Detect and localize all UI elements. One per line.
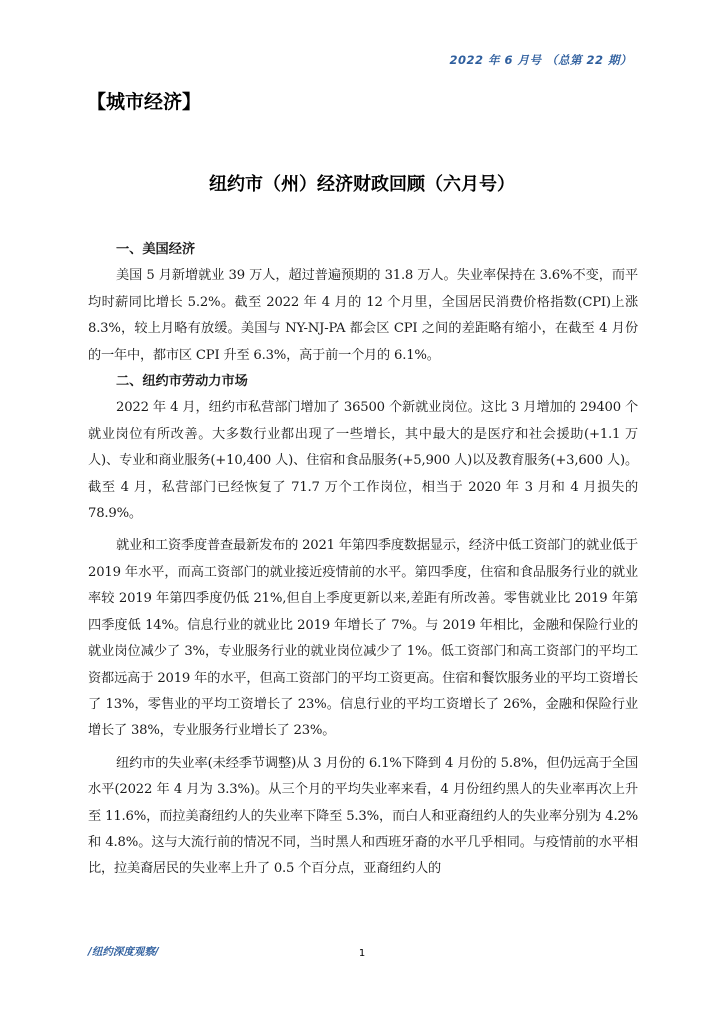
footer-publication: /纽约深度观察/ xyxy=(88,946,159,958)
page-number: 1 xyxy=(358,948,366,959)
paragraph: 纽约市的失业率(未经季节调整)从 3 月份的 6.1%下降到 4 月份的 5.8%，但仍远高于全国水平(2022 年 4 月为 3.3%)。从三个月的平均失业率来看，4 月份纽约黑人的失业率再次上升至 11.6%，而拉美裔纽约人的失业率下降至 5.3%，而白人和亚裔纽约人的失业率分别为 4.2%和 4.8%。这与大流行前的情况不同，当时黑人和西班牙裔的水平几乎相同。与疫情前的水平相比，拉美裔居民的失业率上升了 0.5 个百分点，亚裔纽约人的 xyxy=(88,755,638,877)
issue-header: 2022 年 6 月号 （总第 22 期） xyxy=(449,53,632,67)
section-heading-nyc-labor: 二、纽约市劳动力市场 xyxy=(116,374,248,390)
paragraph: 2022 年 4 月，纽约市私营部门增加了 36500 个新就业岗位。这比 3 月增加的 29400 个就业岗位有所改善。大多数行业都出现了一些增长，其中最大的是医疗和社会援助(+1.1 万人)、专业和商业服务(+10,400 人)、住宿和食品服务(+5,900 人)以及教育服务(+3,600 人)。截至 4 月，私营部门已经恢复了 71.7 万个工作岗位，相当于 2020 年 3 月和 4 月损失的 78.9%。 xyxy=(88,400,638,522)
section-heading-us-economy: 一、美国经济 xyxy=(116,242,196,257)
page-title: 纽约市（州）经济财政回顾（六月号） xyxy=(209,174,515,195)
paragraph: 就业和工资季度普查最新发布的 2021 年第四季度数据显示，经济中低工资部门的就业低于 2019 年水平，而高工资部门的就业接近疫情前的水平。第四季度，住宿和食品服务行业的就业率较 2019 年第四季度仍低 21%,但自上季度更新以来,差距有所改善。零售就业比 2019 年第四季度低 14%。信息行业的就业比 2019 年增长了 7%。与 2019 年相比，金融和保险行业的就业岗位减少了 3%，专业服务行业的就业岗位减少了 1%。低工资部门和高工资部门的平均工资都远高于 2019 年的水平，但高工资部门的平均工资更高。住宿和餐饮服务业的平均工资增长了 13%，零售业的平均工资增长了 23%。信息行业的平均工资增长了 26%，金融和保险行业增长了 38%，专业服务行业增长了 23%。 xyxy=(88,538,638,739)
article-body xyxy=(88,237,638,883)
section-tag: 【城市经济】 xyxy=(87,91,202,113)
paragraph: 美国 5 月新增就业 39 万人，超过普遍预期的 31.8 万人。失业率保持在 3.6%不变，而平均时薪同比增长 5.2%。截至 2022 年 4 月的 12 个月里，全国居民消费价格指数(CPI)上涨 8.3%，较上月略有放缓。美国与 NY-NJ-PA 都会区 CPI 之间的差距略有缩小，在截至 4 月份的一年中，都市区 CPI 升至 6.3%，高于前一个月的 6.1%。 xyxy=(88,268,638,363)
